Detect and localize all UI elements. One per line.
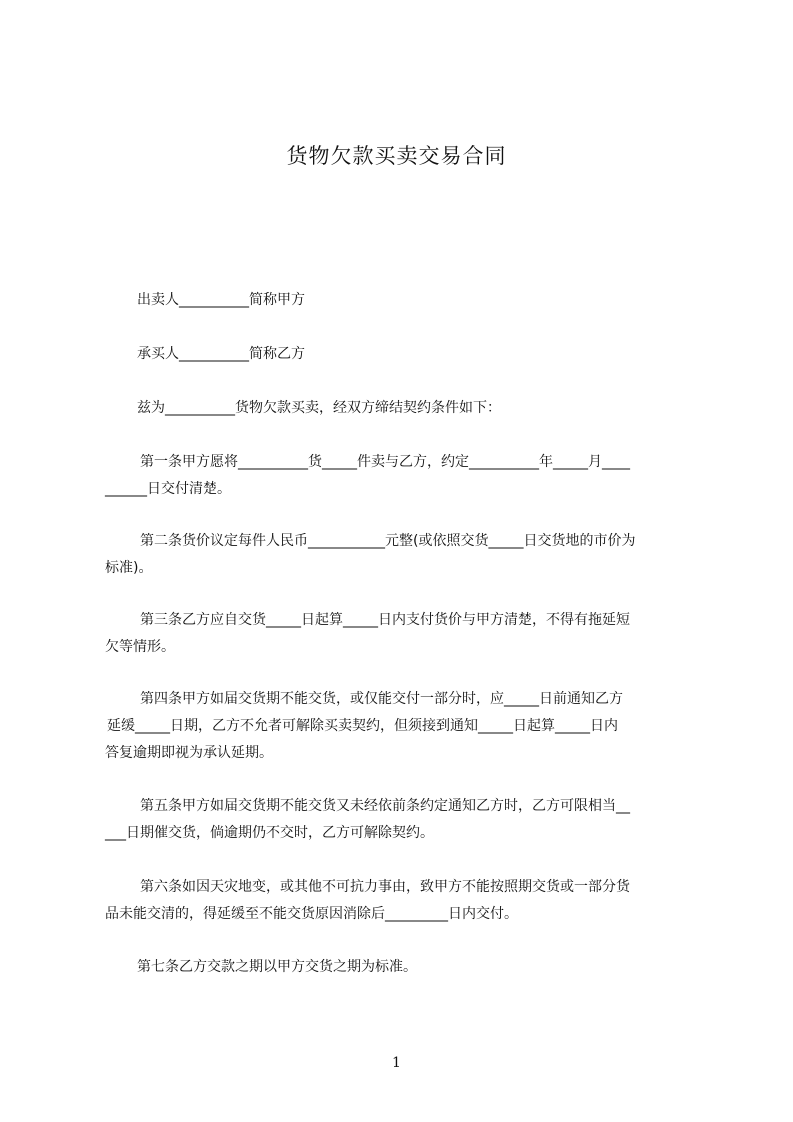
article-6-line-2: 品未能交清的，得延缓至不能交货原因消除后_________日内交付。 (105, 906, 518, 922)
article-5-line-2: ___日期催交货，倘逾期仍不交时，乙方可解除契约。 (105, 825, 434, 841)
page-number: 1 (392, 1055, 401, 1071)
article-2-line-2: 标准)。 (105, 560, 153, 576)
article-4-line-1: 第四条甲方如届交货期不能交货，或仅能交付一部分时，应_____日前通知乙方 (140, 691, 623, 707)
article-7-line-1: 第七条乙方交款之期以甲方交货之期为标准。 (137, 959, 417, 975)
preamble-line: 兹为__________货物欠款买卖，经双方缔结契约条件如下： (137, 400, 501, 416)
article-5-line-1: 第五条甲方如届交货期不能交货又未经依前条约定通知乙方时，乙方可限相当__ (140, 798, 630, 814)
article-4-line-2: 延缓_____日期，乙方不允者可解除买卖契约，但须接到通知_____日起算_____日内 (107, 718, 618, 734)
article-3-line-2: 欠等情形。 (105, 639, 175, 655)
article-6-line-1: 第六条如因天灾地变，或其他不可抗力事由，致甲方不能按照期交货或一部分货 (140, 879, 630, 895)
seller-line: 出卖人__________简称甲方 (137, 292, 305, 308)
article-1-line-2: ______日交付清楚。 (105, 481, 231, 497)
buyer-line: 承买人__________简称乙方 (137, 346, 305, 362)
article-2-line-1: 第二条货价议定每件人民币___________元整(或依照交货_____日交货地的市价为 (140, 533, 636, 549)
article-4-line-3: 答复逾期即视为承认延期。 (105, 745, 273, 761)
article-3-line-1: 第三条乙方应自交货_____日起算_____日内支付货价与甲方清楚，不得有拖延短 (140, 612, 630, 628)
document-title: 货物欠款买卖交易合同 (286, 144, 507, 168)
article-1-line-1: 第一条甲方愿将__________货_____件卖与乙方，约定__________年_____月____ (140, 454, 630, 470)
